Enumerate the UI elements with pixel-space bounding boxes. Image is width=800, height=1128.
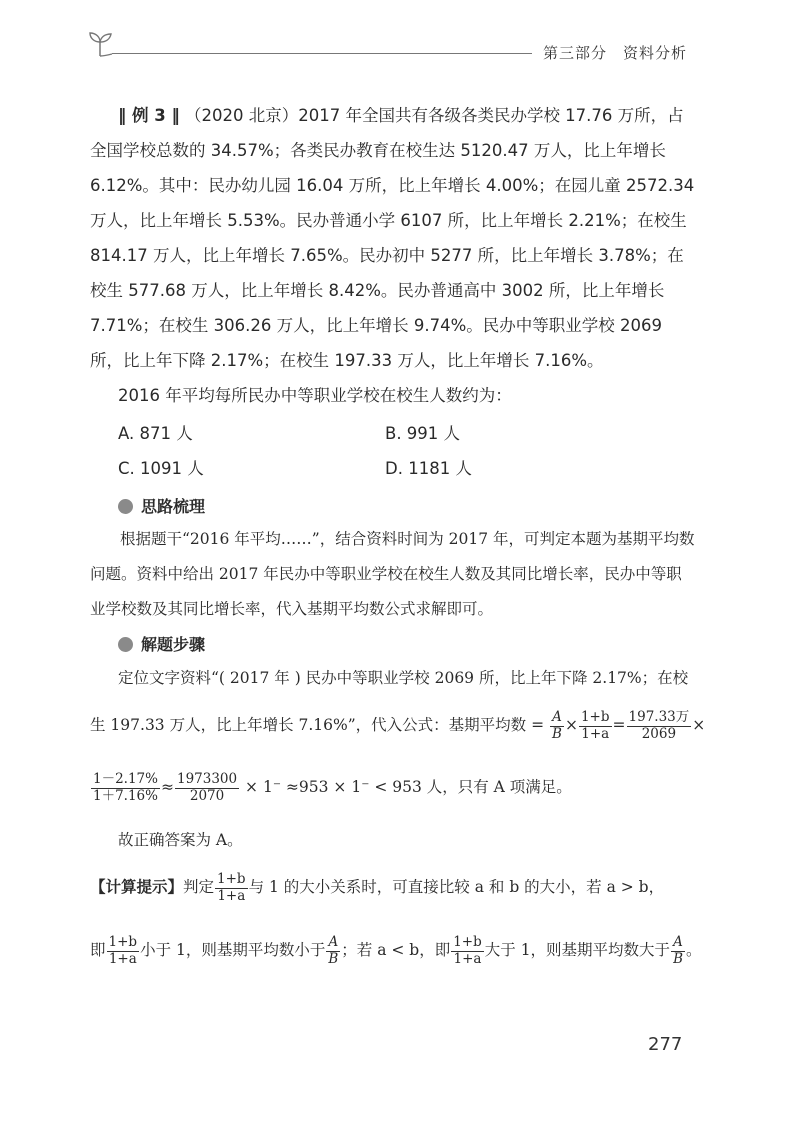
fraction-tip-3: $\frac{1+b}{1+a}$	[453, 934, 482, 967]
fraction-growth: $\frac{1+b}{1+a}$	[580, 709, 610, 742]
example-paragraph	[90, 98, 695, 378]
example-tag: ‖ 例 3 ‖	[118, 106, 180, 125]
option-c[interactable]: C. 1091 人	[118, 459, 204, 478]
fraction-students: 197.33万 2069	[628, 709, 690, 742]
fraction-rates: $\frac{1-2.17\%}{1+7.16\%}$	[93, 771, 158, 804]
option-a[interactable]: A. 871 人	[118, 424, 193, 443]
tip-line-1: 【计算提示】判定 $\frac{1+b}{1+a}$ 与 1 的大小关系时，可直接比较 a 和 b 的大小，若 a > b，	[90, 871, 665, 904]
solution-title: 解题步骤	[141, 635, 206, 654]
solution-line-3-text: × 1⁻ ≈953 × 1⁻ < 953 人，只有 A 项满足。	[245, 778, 572, 797]
thinking-text: 根据题干“2016 年平均……”，结合资料时间为 2017 年，可判定本题为基期平均数问题。资料中给出 2017 年民办中等职业学校在校生人数及其同比增长率，民办中等职业学校数及其同比增长率，代入基期平均数公式求解即可。	[90, 530, 695, 618]
bullet-icon	[118, 499, 133, 514]
page-number: 277	[648, 1034, 683, 1055]
question-text: 2016 年平均每所民办中等职业学校在校生人数约为：	[118, 386, 512, 405]
solution-line-3: $\frac{1-2.17\%}{1+7.16\%}$ ≈ $\frac{1973300}{2070}$ × 1⁻ ≈953 × 1⁻ < 953 人，只有 A 项满足。	[93, 771, 572, 804]
option-d[interactable]: D. 1181 人	[385, 459, 472, 478]
fraction-tip: $\frac{1+b}{1+a}$	[217, 871, 246, 904]
solution-line-2: 生 197.33 万人，比上年增长 7.16%”，代入公式：基期平均数 = $\frac{A}{B}$ × $\frac{1+b}{1+a}$ = 197.33万 2069 ×	[90, 709, 706, 742]
fraction-a-over-b: $\frac{A}{B}$	[552, 709, 562, 742]
header-rule	[112, 53, 532, 54]
option-b[interactable]: B. 991 人	[385, 424, 461, 443]
tip-tag: 【计算提示】	[90, 878, 184, 897]
section-header: 第三部分 资料分析	[543, 44, 688, 62]
fraction-ab-3: $\frac{A}{B}$	[673, 934, 683, 967]
bullet-icon	[118, 637, 133, 652]
conclusion: 故正确答案为 A。	[118, 831, 243, 849]
solution-heading	[118, 632, 205, 655]
fraction-ab-2: $\frac{A}{B}$	[328, 934, 339, 967]
tip-line-2: 即 $\frac{1+b}{1+a}$ 小于 1，则基期平均数小于 $\frac{A}{B}$ ；若 a < b，即 $\frac{1+b}{1+a}$ 大于 1，则基期平均数大于 $\frac{A}{B}$ 。	[90, 934, 702, 967]
example-text: （2020 北京）2017 年全国共有各级各类民办学校 17.76 万所，占全国学校总数的 34.57%；各类民办教育在校生达 5120.47 万人，比上年增长 6.12%。其中：民办幼儿园 16.04 万所，比上年增长 4.00%；在园儿童 2572.34 万人，比上年增长 5.53%。民办普通小学 6107 所，比上年增长 2.21%；在校生 814.17 万人，比上年增长 7.65%。民办初中 5277 所，比上年增长 3.78%；在校生 577.68 万人，比上年增长 8.42%。民办普通高中 3002 所，比上年增长 7.71%；在校生 306.26 万人，比上年增长 9.74%。民办中等职业学校 2069 所，比上年下降 2.17%；在校生 197.33 万人，比上年增长 7.16%。	[90, 106, 695, 370]
solution-line-2-text: 生 197.33 万人，比上年增长 7.16%”，代入公式：基期平均数 =	[90, 716, 545, 735]
thinking-title: 思路梳理	[141, 497, 206, 516]
solution-line-1: 定位文字资料“( 2017 年 ) 民办中等职业学校 2069 所，比上年下降 2.17%；在校	[118, 669, 689, 687]
fraction-approx: $\frac{1973300}{2070}$	[176, 771, 238, 804]
fraction-tip-2: $\frac{1+b}{1+a}$	[108, 934, 138, 967]
thinking-heading	[118, 494, 205, 517]
